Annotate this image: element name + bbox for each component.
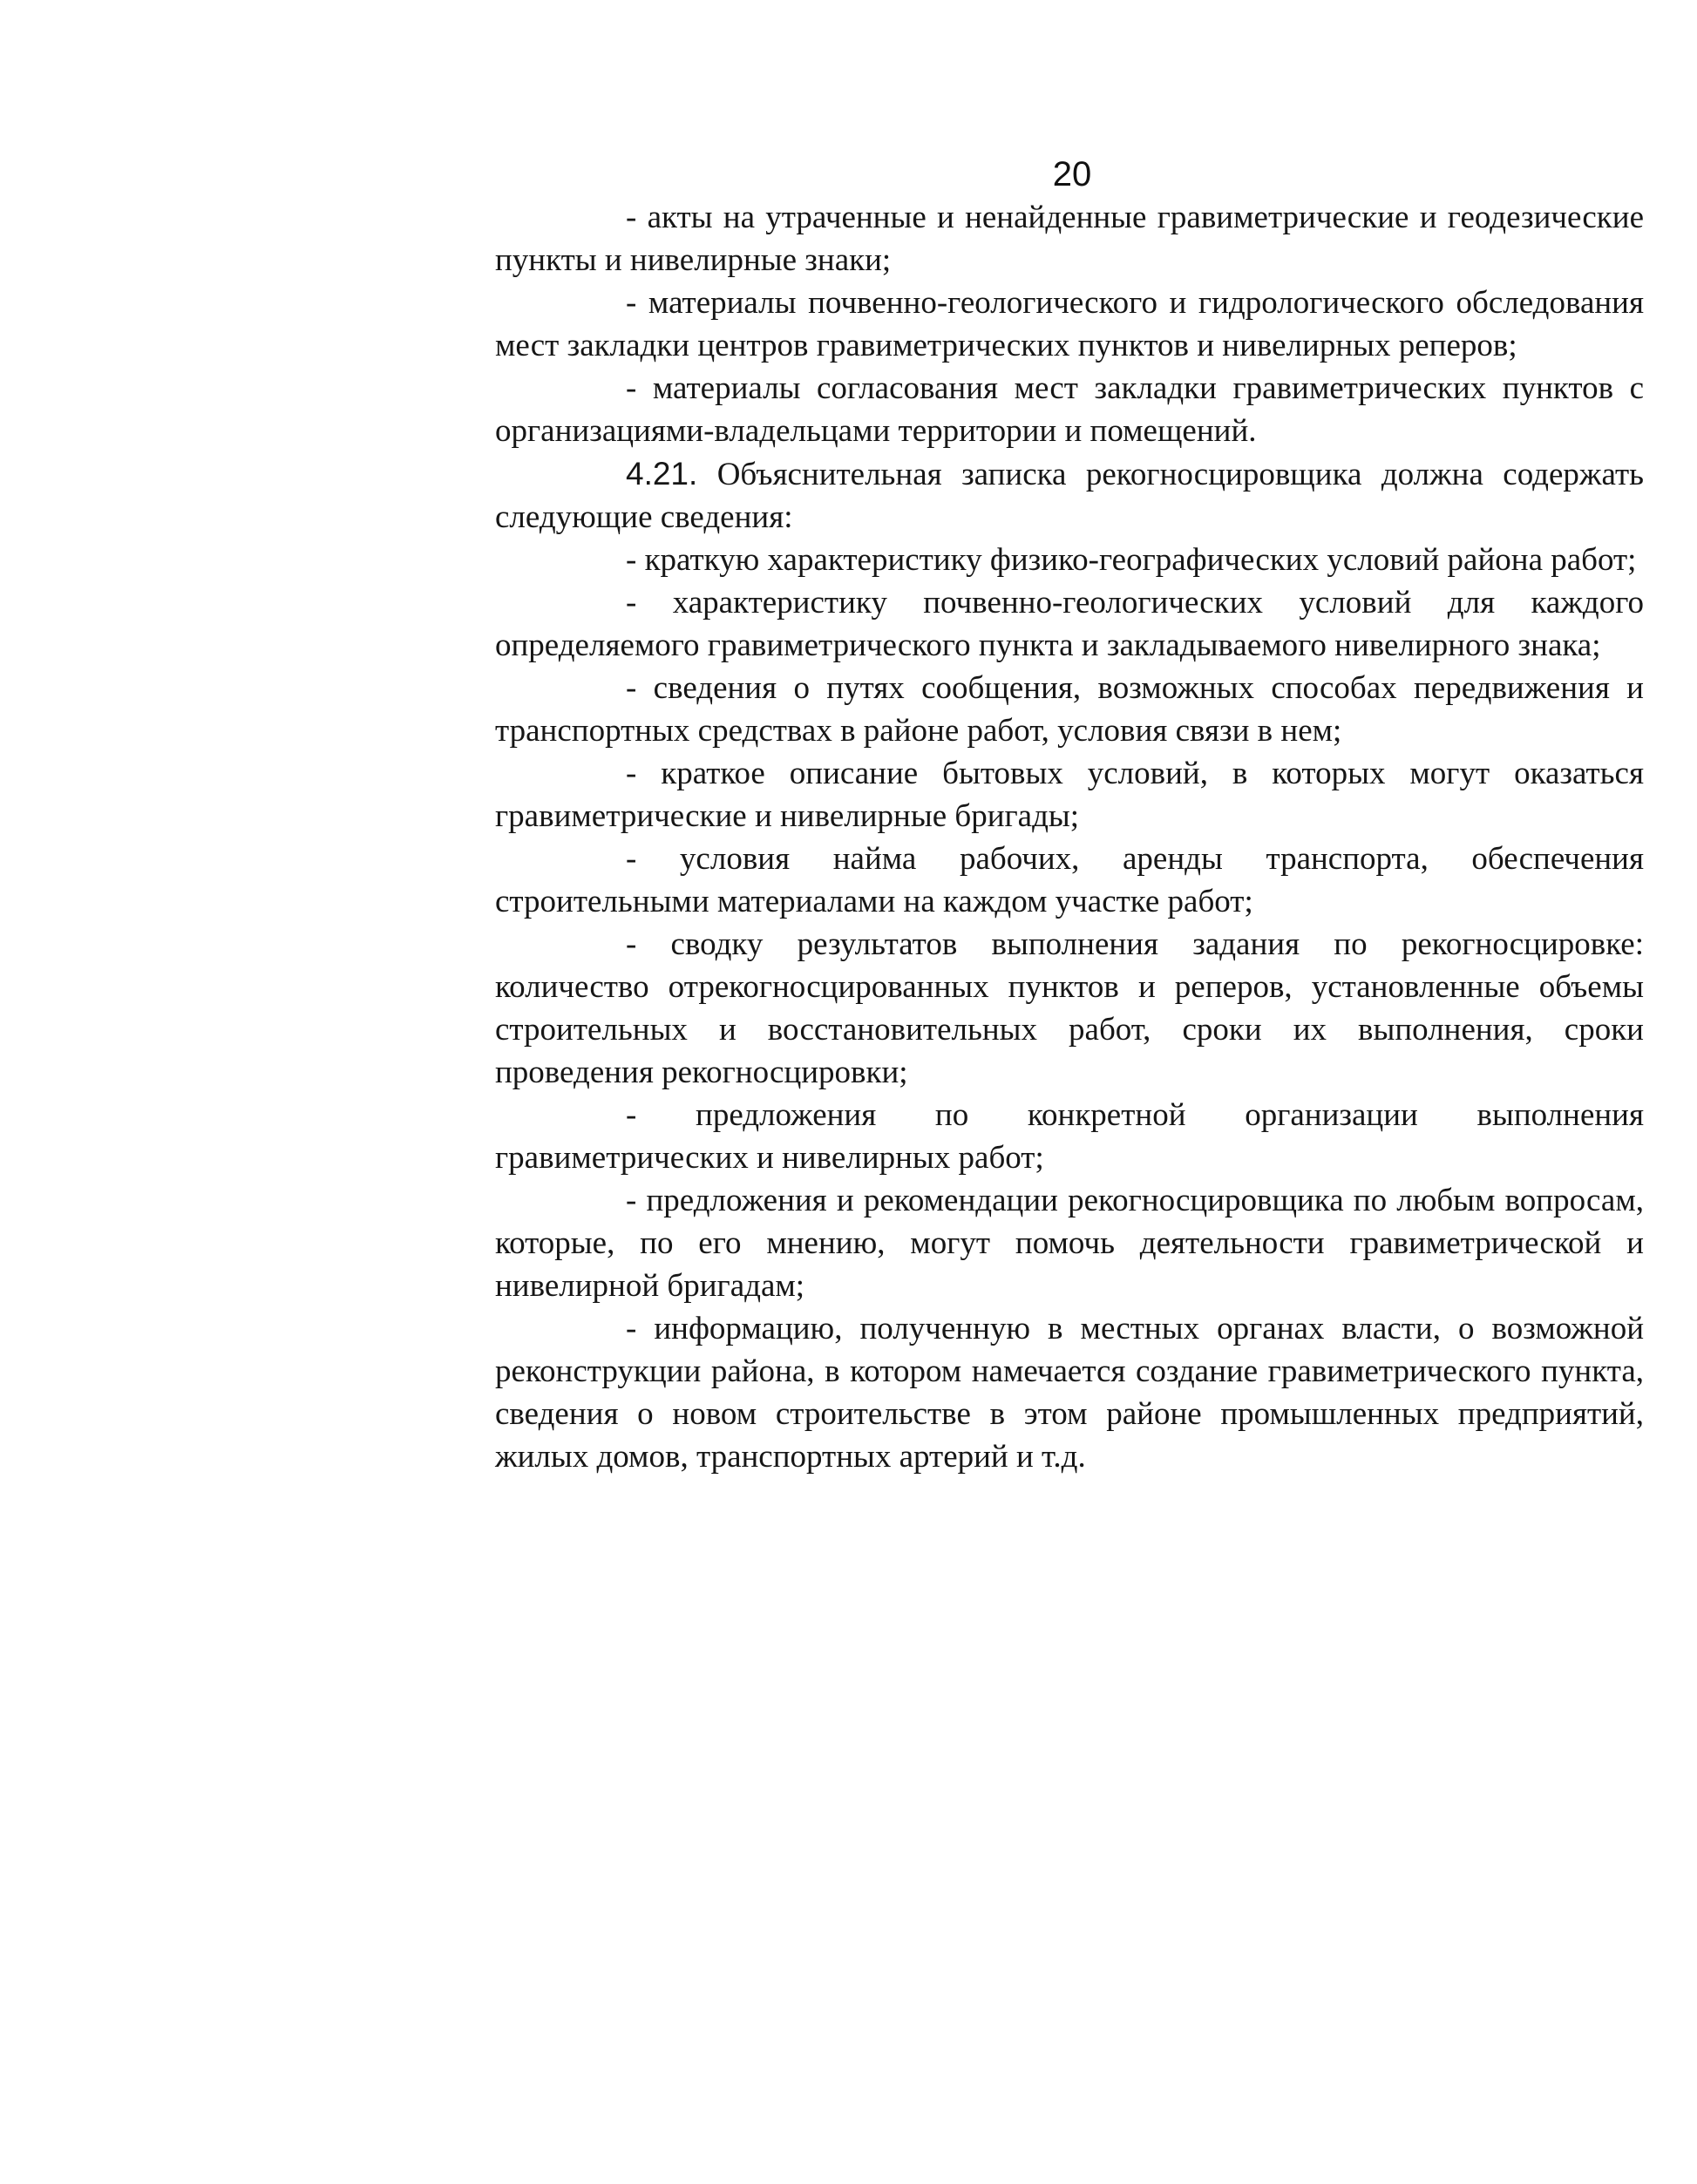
paragraph-results-summary: - сводку результатов выполнения задания по рекогносцировке: количество отрекогносцированных пунктов и реперов, установленные объемы строительных и восстановительных работ, сроки их выполнения, сроки проведения рекогносцировки; [495,926,1644,1090]
paragraph-lost-points-acts: - акты на утраченные и ненайденные гравиметрические и геодезические пункты и нивелирные знаки; [495,200,1644,278]
paragraph-living-conditions: - краткое описание бытовых условий, в которых могут оказаться гравиметрические и нивелирные бригады; [495,756,1644,834]
section-number: 4.21. [626,456,698,492]
paragraph-transport-routes: - сведения о путях сообщения, возможных способах передвижения и транспортных средствах в районе работ, условия связи в нем; [495,670,1644,749]
paragraph-organization-proposals: - предложения по конкретной организации выполнения гравиметрических и нивелирных работ; [495,1097,1644,1176]
paragraph-hiring-conditions: - условия найма рабочих, аренды транспорта, обеспечения строительными материалами на каждом участке работ; [495,841,1644,919]
paragraph-section-4-21: 4.21. Объяснительная записка рекогносцировщика должна содержать следующие сведения: [495,456,1644,535]
paragraph-soil-conditions: - характеристику почвенно-геологических условий для каждого определяемого гравиметрического пункта и закладываемого нивелирного знака; [495,585,1644,663]
paragraph-local-authority-info: - информацию, полученную в местных органах власти, о возможной реконструкции района, в котором намечается создание гравиметрического пункта, сведения о новом строительстве в этом районе промышленных предприятий, жилых домов, транспортных артерий и т.д. [495,1311,1644,1475]
paragraph-soil-geology-materials: - материалы почвенно-геологического и гидрологического обследования мест закладки центров гравиметрических пунктов и нивелирных реперов; [495,285,1644,363]
page-number: 20 [1052,155,1092,193]
paragraph-approval-materials: - материалы согласования мест закладки гравиметрических пунктов с организациями-владельцами территории и помещений. [495,370,1644,449]
paragraph-physical-geography: - краткую характеристику физико-географических условий района работ; [626,542,1637,578]
paragraph-recommendations: - предложения и рекомендации рекогносцировщика по любым вопросам, которые, по его мнению, могут помочь деятельности гравиметрической и нивелирной бригадам; [495,1183,1644,1304]
text-body [495,196,1644,1478]
